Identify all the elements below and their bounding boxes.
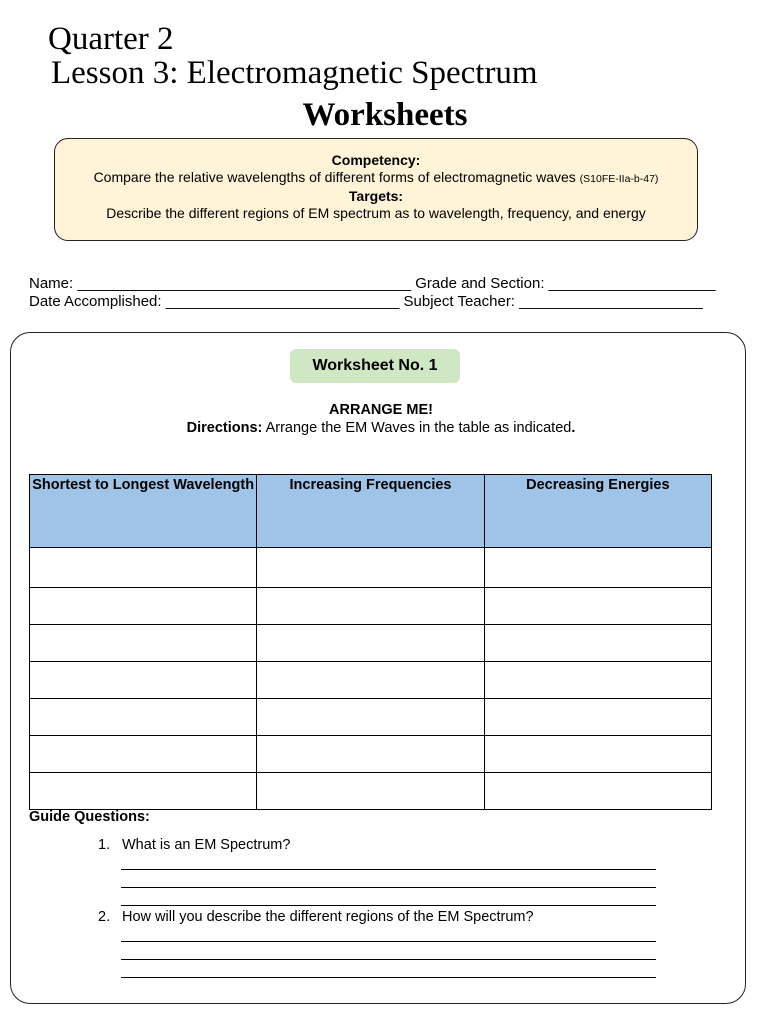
table-cell[interactable] <box>484 625 711 662</box>
answer-line[interactable] <box>121 959 656 960</box>
table-cell[interactable] <box>257 699 484 736</box>
targets-label: Targets: <box>348 188 404 204</box>
question-1 <box>98 837 290 854</box>
grade-label: Grade and Section: <box>415 275 545 292</box>
table-cell[interactable] <box>30 736 257 773</box>
table-cell[interactable] <box>30 773 257 810</box>
guide-questions-title: Guide Questions: <box>29 809 150 825</box>
teacher-field[interactable]: ______________________ <box>519 293 703 310</box>
table-cell[interactable] <box>30 548 257 588</box>
info-line-date-teacher <box>29 293 703 311</box>
table-cell[interactable] <box>30 625 257 662</box>
table-cell[interactable] <box>257 548 484 588</box>
grade-field[interactable]: ____________________ <box>548 275 716 292</box>
info-line-name-grade <box>29 275 716 293</box>
table-row <box>30 548 712 588</box>
table-cell[interactable] <box>484 699 711 736</box>
competency-text: Compare the relative wavelengths of different forms of electromagnetic waves <box>93 169 576 185</box>
directions-text: Arrange the EM Waves in the table as indicated <box>262 420 572 436</box>
answer-line[interactable] <box>121 905 656 906</box>
lesson-heading: Lesson 3: Electromagnetic Spectrum <box>51 55 538 91</box>
table-cell[interactable] <box>484 773 711 810</box>
table-cell[interactable] <box>257 736 484 773</box>
worksheet-badge: Worksheet No. 1 <box>290 349 460 383</box>
table-row <box>30 588 712 625</box>
table-cell[interactable] <box>257 773 484 810</box>
table-cell[interactable] <box>484 588 711 625</box>
table-cell[interactable] <box>30 588 257 625</box>
answer-line[interactable] <box>121 941 656 942</box>
name-label: Name: <box>29 275 74 292</box>
table-row <box>30 736 712 773</box>
competency-box <box>54 138 698 241</box>
directions-end: . <box>571 420 576 436</box>
competency-line <box>55 169 697 188</box>
answer-line[interactable] <box>121 869 656 870</box>
table-cell[interactable] <box>257 625 484 662</box>
table-cell[interactable] <box>484 662 711 699</box>
header-frequencies: Increasing Frequencies <box>257 475 484 548</box>
question-2 <box>98 909 534 926</box>
targets-text: Describe the different regions of EM spectrum as to wavelength, frequency, and energy <box>106 205 646 221</box>
date-label: Date Accomplished: <box>29 293 162 310</box>
header-energies: Decreasing Energies <box>484 475 711 548</box>
header-wavelength: Shortest to Longest Wavelength <box>30 475 257 548</box>
em-waves-table <box>29 474 712 810</box>
table-cell[interactable] <box>484 736 711 773</box>
table-row <box>30 625 712 662</box>
table-row <box>30 662 712 699</box>
directions-label: Directions: <box>186 420 263 436</box>
question-1-text: What is an EM Spectrum? <box>122 837 291 853</box>
quarter-heading: Quarter 2 <box>48 21 174 57</box>
question-2-number: 2. <box>98 909 111 925</box>
table-cell[interactable] <box>257 662 484 699</box>
name-field[interactable]: ________________________________________ <box>77 275 412 292</box>
answer-line[interactable] <box>121 887 656 888</box>
competency-code: (S10FE-IIa-b-47) <box>579 173 659 185</box>
worksheets-title <box>0 95 768 135</box>
table-cell[interactable] <box>30 699 257 736</box>
worksheets-title-text: Worksheets <box>302 97 468 133</box>
table-cell[interactable] <box>484 548 711 588</box>
question-1-number: 1. <box>98 837 111 853</box>
table-cell[interactable] <box>257 588 484 625</box>
activity-title: ARRANGE ME! <box>329 402 433 418</box>
table-row <box>30 699 712 736</box>
table-header-row <box>30 475 712 548</box>
table-cell[interactable] <box>30 662 257 699</box>
table-row <box>30 773 712 810</box>
question-2-text: How will you describe the different regions of the EM Spectrum? <box>122 909 534 925</box>
directions <box>0 420 762 437</box>
teacher-label: Subject Teacher: <box>403 293 515 310</box>
date-field[interactable]: ____________________________ <box>165 293 400 310</box>
answer-line[interactable] <box>121 977 656 978</box>
competency-label: Competency: <box>331 152 421 168</box>
